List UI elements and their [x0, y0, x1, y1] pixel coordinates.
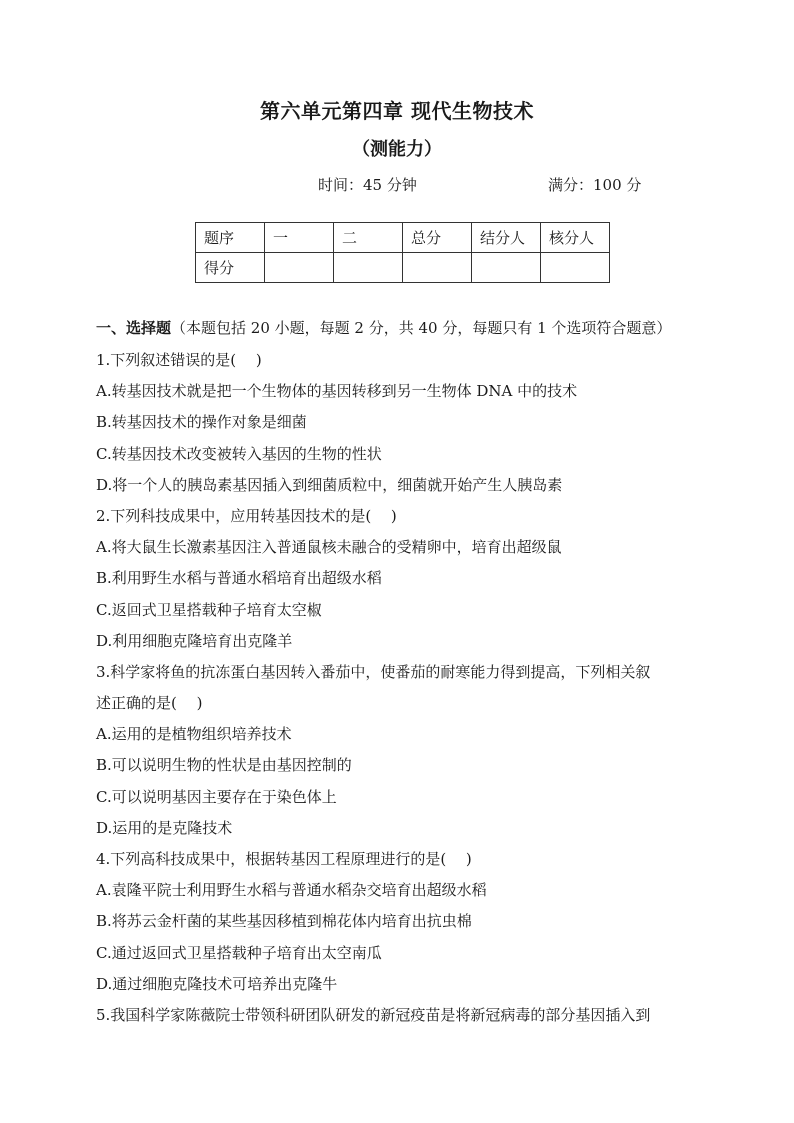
section-heading [96, 317, 716, 338]
score-table-cell: 核分人 [541, 223, 610, 253]
question-option: D.将一个人的胰岛素基因插入到细菌质粒中，细菌就开始产生人胰岛素 [96, 475, 563, 494]
score-table [195, 222, 610, 283]
page-subtitle: （测能力） [352, 139, 442, 160]
score-input-cell[interactable] [472, 253, 541, 283]
question-stem: 1.下列叙述错误的是( ) [96, 351, 262, 369]
exam-full-score: 满分：100 分 [548, 176, 642, 194]
question-option: A.转基因技术就是把一个生物体的基因转移到另一生物体 DNA 中的技术 [96, 382, 578, 401]
score-input-cell[interactable] [403, 253, 472, 283]
question-option: C.返回式卫星搭载种子培育太空椒 [96, 600, 322, 619]
score-table-score-row [196, 253, 610, 283]
score-table-cell: 题序 [196, 223, 265, 253]
score-table-cell: 总分 [403, 223, 472, 253]
section-title: 一、选择题 [96, 319, 172, 337]
score-input-cell[interactable] [265, 253, 334, 283]
page-title: 第六单元第四章 现代生物技术 [260, 99, 534, 123]
question-option: B.将苏云金杆菌的某些基因移植到棉花体内培育出抗虫棉 [96, 912, 472, 931]
score-table-cell: 得分 [196, 253, 265, 283]
question-option: A.袁隆平院士利用野生水稻与普通水稻杂交培育出超级水稻 [96, 881, 487, 900]
question-stem: 2.下列科技成果中，应用转基因技术的是( ) [96, 506, 397, 525]
question-stem: 4.下列高科技成果中，根据转基因工程原理进行的是( ) [96, 850, 472, 868]
question-option: C.可以说明基因主要存在于染色体上 [96, 787, 337, 806]
question-option: D.利用细胞克隆培育出克隆羊 [96, 631, 293, 650]
question-option: D.运用的是克隆技术 [96, 818, 233, 837]
score-input-cell[interactable] [541, 253, 610, 283]
question-option: C.通过返回式卫星搭载种子培育出太空南瓜 [96, 943, 382, 962]
question-list [96, 349, 696, 1035]
section-note: （本题包括 20 小题，每题 2 分，共 40 分，每题只有 1 个选项符合题意） [171, 319, 672, 337]
question-option: A.将大鼠生长激素基因注入普通鼠核未融合的受精卵中，培育出超级鼠 [96, 538, 562, 557]
score-table-cell: 结分人 [472, 223, 541, 253]
score-input-cell[interactable] [334, 253, 403, 283]
question-stem: 5.我国科学家陈薇院士带领科研团队研发的新冠疫苗是将新冠病毒的部分基因插入到 [96, 1005, 651, 1024]
question-option: B.可以说明生物的性状是由基因控制的 [96, 756, 352, 775]
score-table-cell: 一 [265, 223, 334, 253]
question-option: C.转基因技术改变被转入基因的生物的性状 [96, 444, 382, 463]
question-stem: 述正确的是( ) [96, 694, 203, 713]
question-option: D.通过细胞克隆技术可培养出克隆牛 [96, 974, 338, 993]
question-option: A.运用的是植物组织培养技术 [96, 725, 292, 744]
exam-time: 时间：45 分钟 [318, 176, 417, 194]
question-option: B.转基因技术的操作对象是细菌 [96, 413, 307, 432]
score-table-cell: 二 [334, 223, 403, 253]
score-table-header-row [196, 223, 610, 253]
question-stem: 3.科学家将鱼的抗冻蛋白基因转入番茄中，使番茄的耐寒能力得到提高，下列相关叙 [96, 662, 651, 681]
question-option: B.利用野生水稻与普通水稻培育出超级水稻 [96, 569, 382, 588]
